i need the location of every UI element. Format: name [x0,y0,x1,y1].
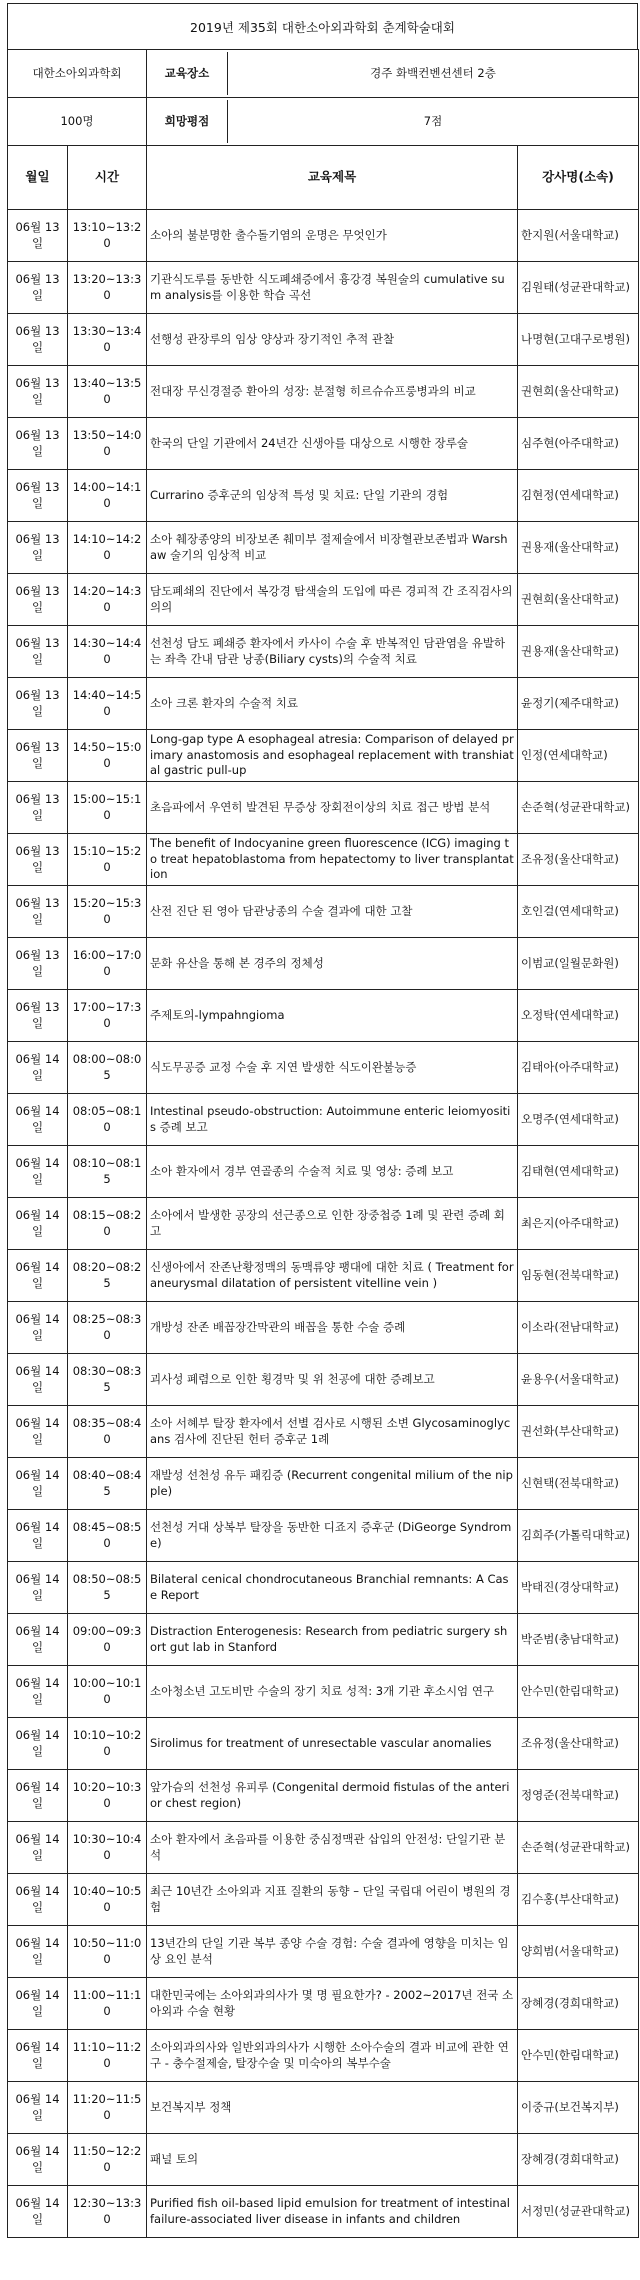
cell-date: 06월 13일 [8,470,68,522]
table-header [8,146,639,210]
cell-date: 06월 14일 [8,1978,68,2030]
cell-speaker: 김수홍(부산대학교) [518,1874,639,1926]
cell-date: 06월 14일 [8,2134,68,2186]
table-row [8,314,639,366]
cell-speaker: 조유정(울산대학교) [518,834,639,886]
cell-title: 보건복지부 정책 [147,2082,518,2134]
table-row [8,1094,639,1146]
cell-speaker: 최은지(아주대학교) [518,1198,639,1250]
header-title: 교육제목 [147,146,518,210]
cell-speaker: 양희범(서울대학교) [518,1926,639,1978]
table-row [8,990,639,1042]
cell-title: 전대장 무신경절증 환아의 성장: 분절형 히르슈슈프룽병과의 비교 [147,366,518,418]
table-row [8,1926,639,1978]
cell-time: 15:00~15:10 [68,782,147,834]
cell-title: 소아 췌장종양의 비장보존 췌미부 절제술에서 비장혈관보존법과 Warshaw 술기의 임상적 비교 [147,522,518,574]
cell-date: 06월 13일 [8,834,68,886]
cell-speaker: 박태진(경상대학교) [518,1562,639,1614]
cell-date: 06월 13일 [8,678,68,730]
cell-speaker: 심주현(아주대학교) [518,418,639,470]
cell-speaker: 권용재(울산대학교) [518,626,639,678]
table-row [8,1250,639,1302]
cell-time: 10:40~10:50 [68,1874,147,1926]
cell-date: 06월 13일 [8,886,68,938]
cell-speaker: 한지원(서울대학교) [518,210,639,262]
cell-time: 11:00~11:10 [68,1978,147,2030]
cell-speaker: 조유정(울산대학교) [518,1718,639,1770]
cell-time: 14:40~14:50 [68,678,147,730]
cell-time: 08:35~08:40 [68,1406,147,1458]
cell-title: 대한민국에는 소아외과의사가 몇 명 필요한가? - 2002~2017년 전국 소아외과 수술 현황 [147,1978,518,2030]
cell-speaker: 서정민(성균관대학교) [518,2186,639,2238]
table-row [8,1666,639,1718]
cell-speaker: 김태아(아주대학교) [518,1042,639,1094]
cell-date: 06월 13일 [8,574,68,626]
cell-date: 06월 14일 [8,2030,68,2082]
table-row [8,834,639,886]
cell-time: 10:00~10:10 [68,1666,147,1718]
table-row [8,1406,639,1458]
cell-time: 14:10~14:20 [68,522,147,574]
info-row-capacity [8,98,639,146]
cell-title: 선천성 담도 폐쇄증 환자에서 카사이 수술 후 반복적인 담관염을 유발하는 좌측 간내 담관 낭종(Biliary cysts)의 수술적 치료 [147,626,518,678]
cell-date: 06월 13일 [8,366,68,418]
cell-speaker: 김희주(가톨릭대학교) [518,1510,639,1562]
points-label: 희망평점 [147,100,228,143]
cell-time: 08:45~08:50 [68,1510,147,1562]
cell-title: 소아 크론 환자의 수술적 치료 [147,678,518,730]
cell-title: The benefit of Indocyanine green fluorescence (ICG) imaging to treat hepatoblastoma from hepatectomy to liver transplantation [147,834,518,886]
points-value: 7점 [423,113,443,128]
cell-speaker: 박준범(충남대학교) [518,1614,639,1666]
table-row [8,210,639,262]
cell-speaker: 장혜경(경희대학교) [518,1978,639,2030]
cell-date: 06월 14일 [8,1146,68,1198]
cell-speaker: 권선화(부산대학교) [518,1406,639,1458]
cell-date: 06월 14일 [8,1198,68,1250]
cell-speaker: 안수민(한림대학교) [518,1666,639,1718]
cell-time: 17:00~17:30 [68,990,147,1042]
cell-title: 소아 서혜부 탈장 환자에서 선별 검사로 시행된 소변 Glycosaminoglycans 검사에 진단된 헌터 증후군 1례 [147,1406,518,1458]
table-row [8,574,639,626]
cell-title: 소아 환자에서 경부 연골종의 수술적 치료 및 영상: 증례 보고 [147,1146,518,1198]
cell-title: Purified fish oil-based lipid emulsion for treatment of intestinal failure-associated liver disease in infants and children [147,2186,518,2238]
cell-title: 재발성 선천성 유두 패킴증 (Recurrent congenital milium of the nipple) [147,1458,518,1510]
cell-speaker: 오정탁(연세대학교) [518,990,639,1042]
cell-date: 06월 13일 [8,730,68,782]
capacity-value: 100명 [8,98,147,146]
cell-title: 소아의 불분명한 출수돌기염의 운명은 무엇인가 [147,210,518,262]
cell-speaker: 김태현(연세대학교) [518,1146,639,1198]
cell-date: 06월 14일 [8,1510,68,1562]
cell-speaker: 정영준(전북대학교) [518,1770,639,1822]
info-row-org [8,50,639,98]
cell-time: 13:30~13:40 [68,314,147,366]
table-row [8,1146,639,1198]
table-row [8,366,639,418]
cell-title: 13년간의 단일 기관 복부 종양 수술 경험: 수술 결과에 영향을 미치는 임상 요인 분석 [147,1926,518,1978]
cell-time: 08:20~08:25 [68,1250,147,1302]
cell-title: Bilateral cenical chondrocutaneous Branchial remnants: A Case Report [147,1562,518,1614]
table-row [8,1978,639,2030]
cell-time: 08:40~08:45 [68,1458,147,1510]
cell-speaker: 권용재(울산대학교) [518,522,639,574]
cell-speaker: 장혜경(경희대학교) [518,2134,639,2186]
cell-title: 소아에서 발생한 공장의 선근종으로 인한 장중첩증 1례 및 관련 증례 회고 [147,1198,518,1250]
cell-date: 06월 14일 [8,1718,68,1770]
cell-date: 06월 14일 [8,1250,68,1302]
cell-title: Distraction Enterogenesis: Research from pediatric surgery short gut lab in Stanford [147,1614,518,1666]
table-row [8,1614,639,1666]
table-row [8,1562,639,1614]
cell-time: 14:00~14:10 [68,470,147,522]
cell-time: 16:00~17:00 [68,938,147,990]
cell-speaker: 김원태(성균관대학교) [518,262,639,314]
cell-title: 한국의 단일 기관에서 24년간 신생아를 대상으로 시행한 장루술 [147,418,518,470]
schedule-document [7,3,638,2238]
cell-time: 15:10~15:20 [68,834,147,886]
cell-speaker: 임동현(전북대학교) [518,1250,639,1302]
table-row [8,626,639,678]
cell-title: 담도폐쇄의 진단에서 복강경 탐색술의 도입에 따른 경피적 간 조직검사의 의의 [147,574,518,626]
cell-title: 개방성 잔존 배꼽장간막관의 배꼽을 통한 수술 증례 [147,1302,518,1354]
cell-title: 식도무공증 교정 수술 후 지연 발생한 식도이완불능증 [147,1042,518,1094]
table-row [8,1198,639,1250]
cell-date: 06월 14일 [8,1666,68,1718]
cell-time: 15:20~15:30 [68,886,147,938]
cell-time: 14:30~14:40 [68,626,147,678]
cell-time: 09:00~09:30 [68,1614,147,1666]
cell-date: 06월 13일 [8,210,68,262]
cell-date: 06월 14일 [8,1042,68,1094]
table-row [8,2134,639,2186]
cell-date: 06월 14일 [8,1822,68,1874]
cell-title: 소아외과의사와 일반외과의사가 시행한 소아수술의 결과 비교에 관한 연구 - 충수절제술, 탈장수술 및 미숙아의 복부수술 [147,2030,518,2082]
cell-speaker: 안수민(한림대학교) [518,2030,639,2082]
cell-speaker: 손준혁(성균관대학교) [518,782,639,834]
cell-time: 08:00~08:05 [68,1042,147,1094]
cell-speaker: 김현정(연세대학교) [518,470,639,522]
cell-speaker: 인정(연세대학교) [518,730,639,782]
table-row [8,1354,639,1406]
cell-title: 소아청소년 고도비만 수술의 장기 치료 성적: 3개 기관 후소시엄 연구 [147,1666,518,1718]
table-row [8,522,639,574]
cell-time: 13:20~13:30 [68,262,147,314]
cell-title: 앞가슴의 선천성 유피루 (Congenital dermoid fistulas of the anterior chest region) [147,1770,518,1822]
cell-speaker: 권현희(울산대학교) [518,366,639,418]
table-row [8,1770,639,1822]
table-row [8,938,639,990]
cell-date: 06월 14일 [8,1354,68,1406]
cell-title: 괴사성 폐렴으로 인한 횡경막 및 위 천공에 대한 증례보고 [147,1354,518,1406]
table-row [8,418,639,470]
cell-date: 06월 13일 [8,626,68,678]
cell-title: 선행성 관장루의 임상 양상과 장기적인 추적 관찰 [147,314,518,366]
table-row [8,678,639,730]
table-row [8,1822,639,1874]
cell-title: 문화 유산을 통해 본 경주의 정체성 [147,938,518,990]
header-date: 월일 [8,146,68,210]
cell-date: 06월 13일 [8,262,68,314]
cell-time: 12:30~13:30 [68,2186,147,2238]
cell-time: 13:50~14:00 [68,418,147,470]
cell-date: 06월 13일 [8,314,68,366]
cell-speaker: 이범교(일월문화원) [518,938,639,990]
cell-speaker: 나명현(고대구로병원) [518,314,639,366]
header-speaker: 강사명(소속) [518,146,639,210]
schedule-table [7,49,639,2238]
cell-title: 신생아에서 잔존난황정맥의 동맥류양 팽대에 대한 치료 ( Treatment for aneurysmal dilatation of persistent vitelline vein ) [147,1250,518,1302]
cell-time: 14:20~14:30 [68,574,147,626]
cell-time: 13:40~13:50 [68,366,147,418]
cell-time: 10:10~10:20 [68,1718,147,1770]
cell-date: 06월 13일 [8,782,68,834]
table-row [8,1874,639,1926]
cell-title: 산전 진단 된 영아 담관낭종의 수술 결과에 대한 고찰 [147,886,518,938]
cell-speaker: 윤정기(제주대학교) [518,678,639,730]
cell-time: 08:15~08:20 [68,1198,147,1250]
table-row [8,1510,639,1562]
table-row [8,2082,639,2134]
table-row [8,2030,639,2082]
cell-date: 06월 14일 [8,1614,68,1666]
cell-title: 최근 10년간 소아외과 지표 질환의 동향 – 단일 국립대 어린이 병원의 경험 [147,1874,518,1926]
cell-time: 11:10~11:20 [68,2030,147,2082]
cell-time: 14:50~15:00 [68,730,147,782]
cell-title: 초음파에서 우연히 발견된 무증상 장회전이상의 치료 접근 방법 분석 [147,782,518,834]
venue-label: 교육장소 [147,52,228,95]
venue-value: 경주 화백컨벤션센터 2층 [370,65,496,80]
cell-date: 06월 14일 [8,1406,68,1458]
cell-title: Intestinal pseudo-obstruction: Autoimmune enteric leiomyositis 증례 보고 [147,1094,518,1146]
table-row [8,782,639,834]
cell-speaker: 호인걸(연세대학교) [518,886,639,938]
cell-time: 10:50~11:00 [68,1926,147,1978]
cell-title: Sirolimus for treatment of unresectable vascular anomalies [147,1718,518,1770]
cell-time: 08:05~08:10 [68,1094,147,1146]
cell-date: 06월 14일 [8,1770,68,1822]
cell-speaker: 이중규(보건복지부) [518,2082,639,2134]
cell-time: 13:10~13:20 [68,210,147,262]
cell-time: 11:20~11:50 [68,2082,147,2134]
table-row [8,262,639,314]
cell-speaker: 윤용우(서울대학교) [518,1354,639,1406]
cell-date: 06월 14일 [8,1302,68,1354]
cell-speaker: 이소라(전남대학교) [518,1302,639,1354]
table-row [8,1458,639,1510]
cell-date: 06월 14일 [8,2082,68,2134]
org-name: 대한소아외과학회 [8,50,147,98]
table-row [8,2186,639,2238]
header-time: 시간 [68,146,147,210]
cell-date: 06월 14일 [8,1458,68,1510]
cell-date: 06월 14일 [8,1094,68,1146]
cell-speaker: 오명주(연세대학교) [518,1094,639,1146]
cell-date: 06월 13일 [8,938,68,990]
cell-time: 08:50~08:55 [68,1562,147,1614]
cell-date: 06월 13일 [8,522,68,574]
cell-title: 주제토의-lympahngioma [147,990,518,1042]
cell-date: 06월 13일 [8,990,68,1042]
cell-speaker: 권현희(울산대학교) [518,574,639,626]
table-row [8,730,639,782]
cell-time: 08:30~08:35 [68,1354,147,1406]
table-row [8,1718,639,1770]
cell-time: 10:20~10:30 [68,1770,147,1822]
cell-speaker: 신현택(전북대학교) [518,1458,639,1510]
cell-time: 08:10~08:15 [68,1146,147,1198]
cell-date: 06월 14일 [8,1926,68,1978]
cell-time: 10:30~10:40 [68,1822,147,1874]
cell-time: 08:25~08:30 [68,1302,147,1354]
cell-speaker: 손준혁(성균관대학교) [518,1822,639,1874]
table-row [8,886,639,938]
table-row [8,1302,639,1354]
table-row [8,1042,639,1094]
cell-title: 패널 토의 [147,2134,518,2186]
cell-time: 11:50~12:20 [68,2134,147,2186]
cell-date: 06월 14일 [8,1874,68,1926]
cell-title: 기관식도루를 동반한 식도폐쇄증에서 흉강경 복원술의 cumulative sum analysis를 이용한 학습 곡선 [147,262,518,314]
cell-title: 소아 환자에서 초음파를 이용한 중심정맥관 삽입의 안전성: 단일기관 분석 [147,1822,518,1874]
cell-date: 06월 14일 [8,2186,68,2238]
cell-date: 06월 13일 [8,418,68,470]
document-title: 2019년 제35회 대한소아외과학회 춘계학술대회 [7,3,638,49]
cell-title: 선천성 거대 상복부 탈장을 동반한 디죠지 증후군 (DiGeorge Syndrome) [147,1510,518,1562]
table-row [8,470,639,522]
cell-title: Long-gap type A esophageal atresia: Comparison of delayed primary anastomosis and esophageal replacement with transhiatal gastric pull-up [147,730,518,782]
cell-title: Currarino 증후군의 임상적 특성 및 치료: 단일 기관의 경험 [147,470,518,522]
cell-date: 06월 14일 [8,1562,68,1614]
